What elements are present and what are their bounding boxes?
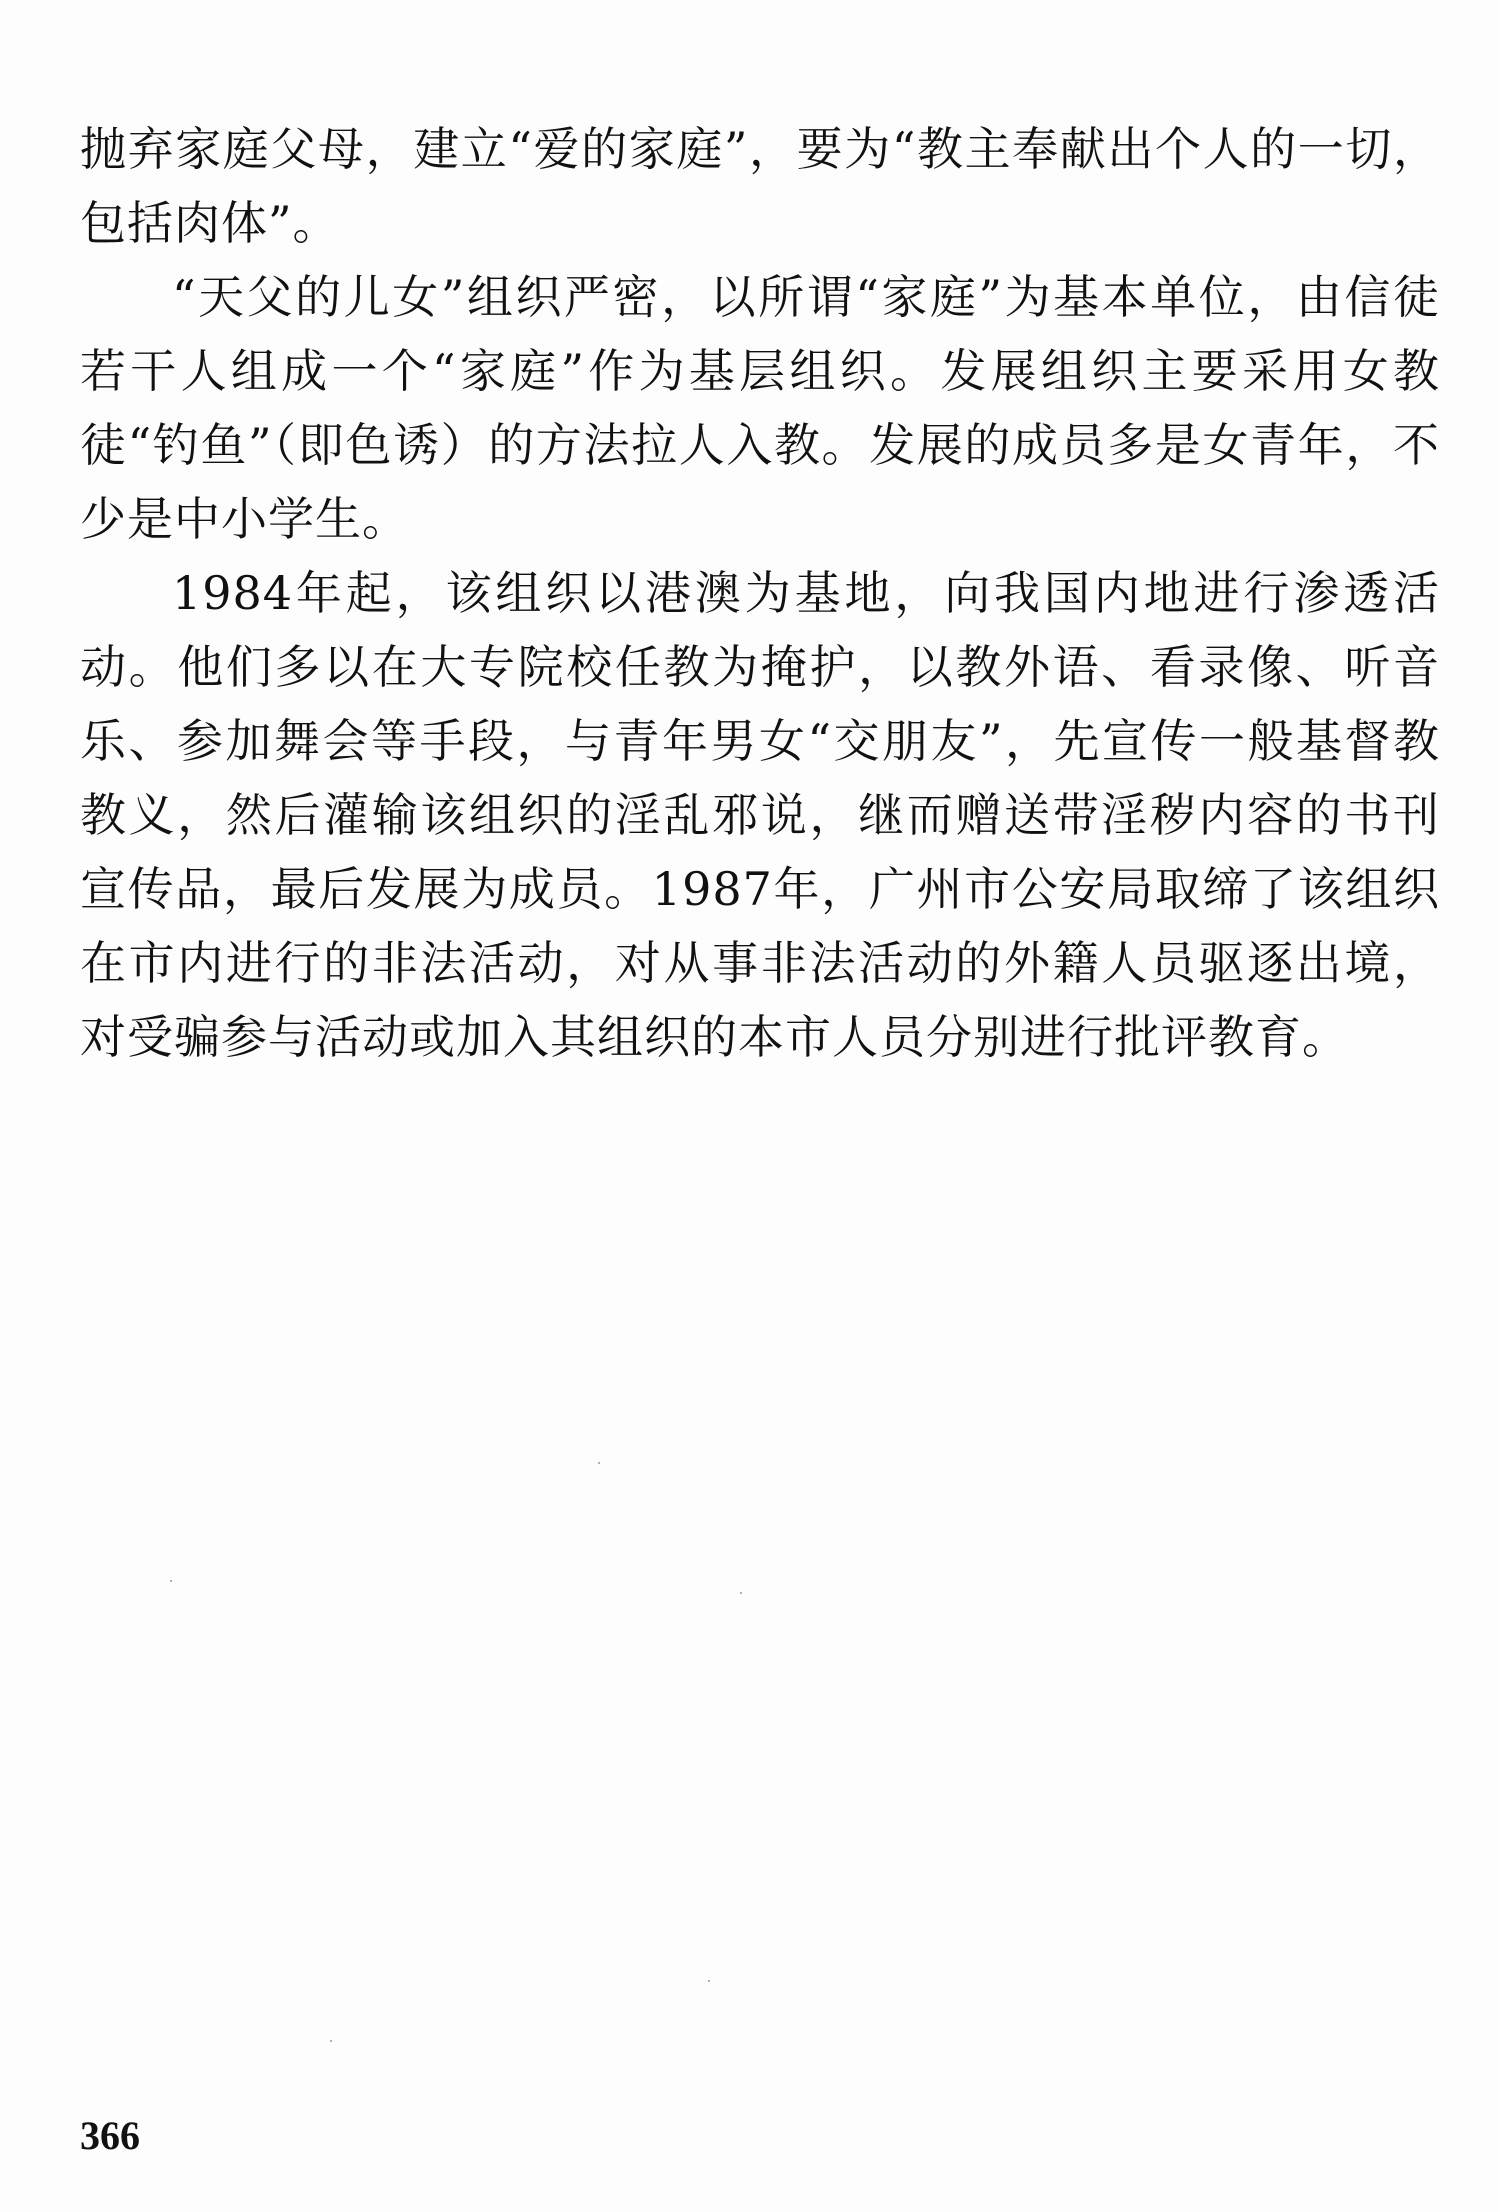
scan-speck [708,1980,710,1982]
scan-speck [330,2040,332,2042]
scan-speck [170,1580,172,1582]
body-text [80,112,1440,1074]
scan-speck [598,1462,600,1464]
page-number: 366 [80,2113,140,2158]
paragraph-1: 抛弃家庭父母，建立“爱的家庭”，要为“教主奉献出个人的一切，包括肉体”。 [80,122,1440,250]
paragraph-3: 1984年起，该组织以港澳为基地，向我国内地进行渗透活动。他们多以在大专院校任教为掩护，以教外语、看录像、听音乐、参加舞会等手段，与青年男女“交朋友”，先宣传一般基督教教义，然后灌输该组织的淫乱邪说，继而赠送带淫秽内容的书刊宣传品，最后发展为成员。1987年，广州市公安局取缔了该组织在市内进行的非法活动，对从事非法活动的外籍人员驱逐出境，对受骗参与活动或加入其组织的本市人员分别进行批评教育。 [80,566,1440,1064]
scan-speck [740,1592,742,1594]
paragraph-2: “天父的儿女”组织严密，以所谓“家庭”为基本单位，由信徒若干人组成一个“家庭”作为基层组织。发展组织主要采用女教徒“钓鱼”（即色诱）的方法拉人入教。发展的成员多是女青年，不少是中小学生。 [80,270,1440,546]
